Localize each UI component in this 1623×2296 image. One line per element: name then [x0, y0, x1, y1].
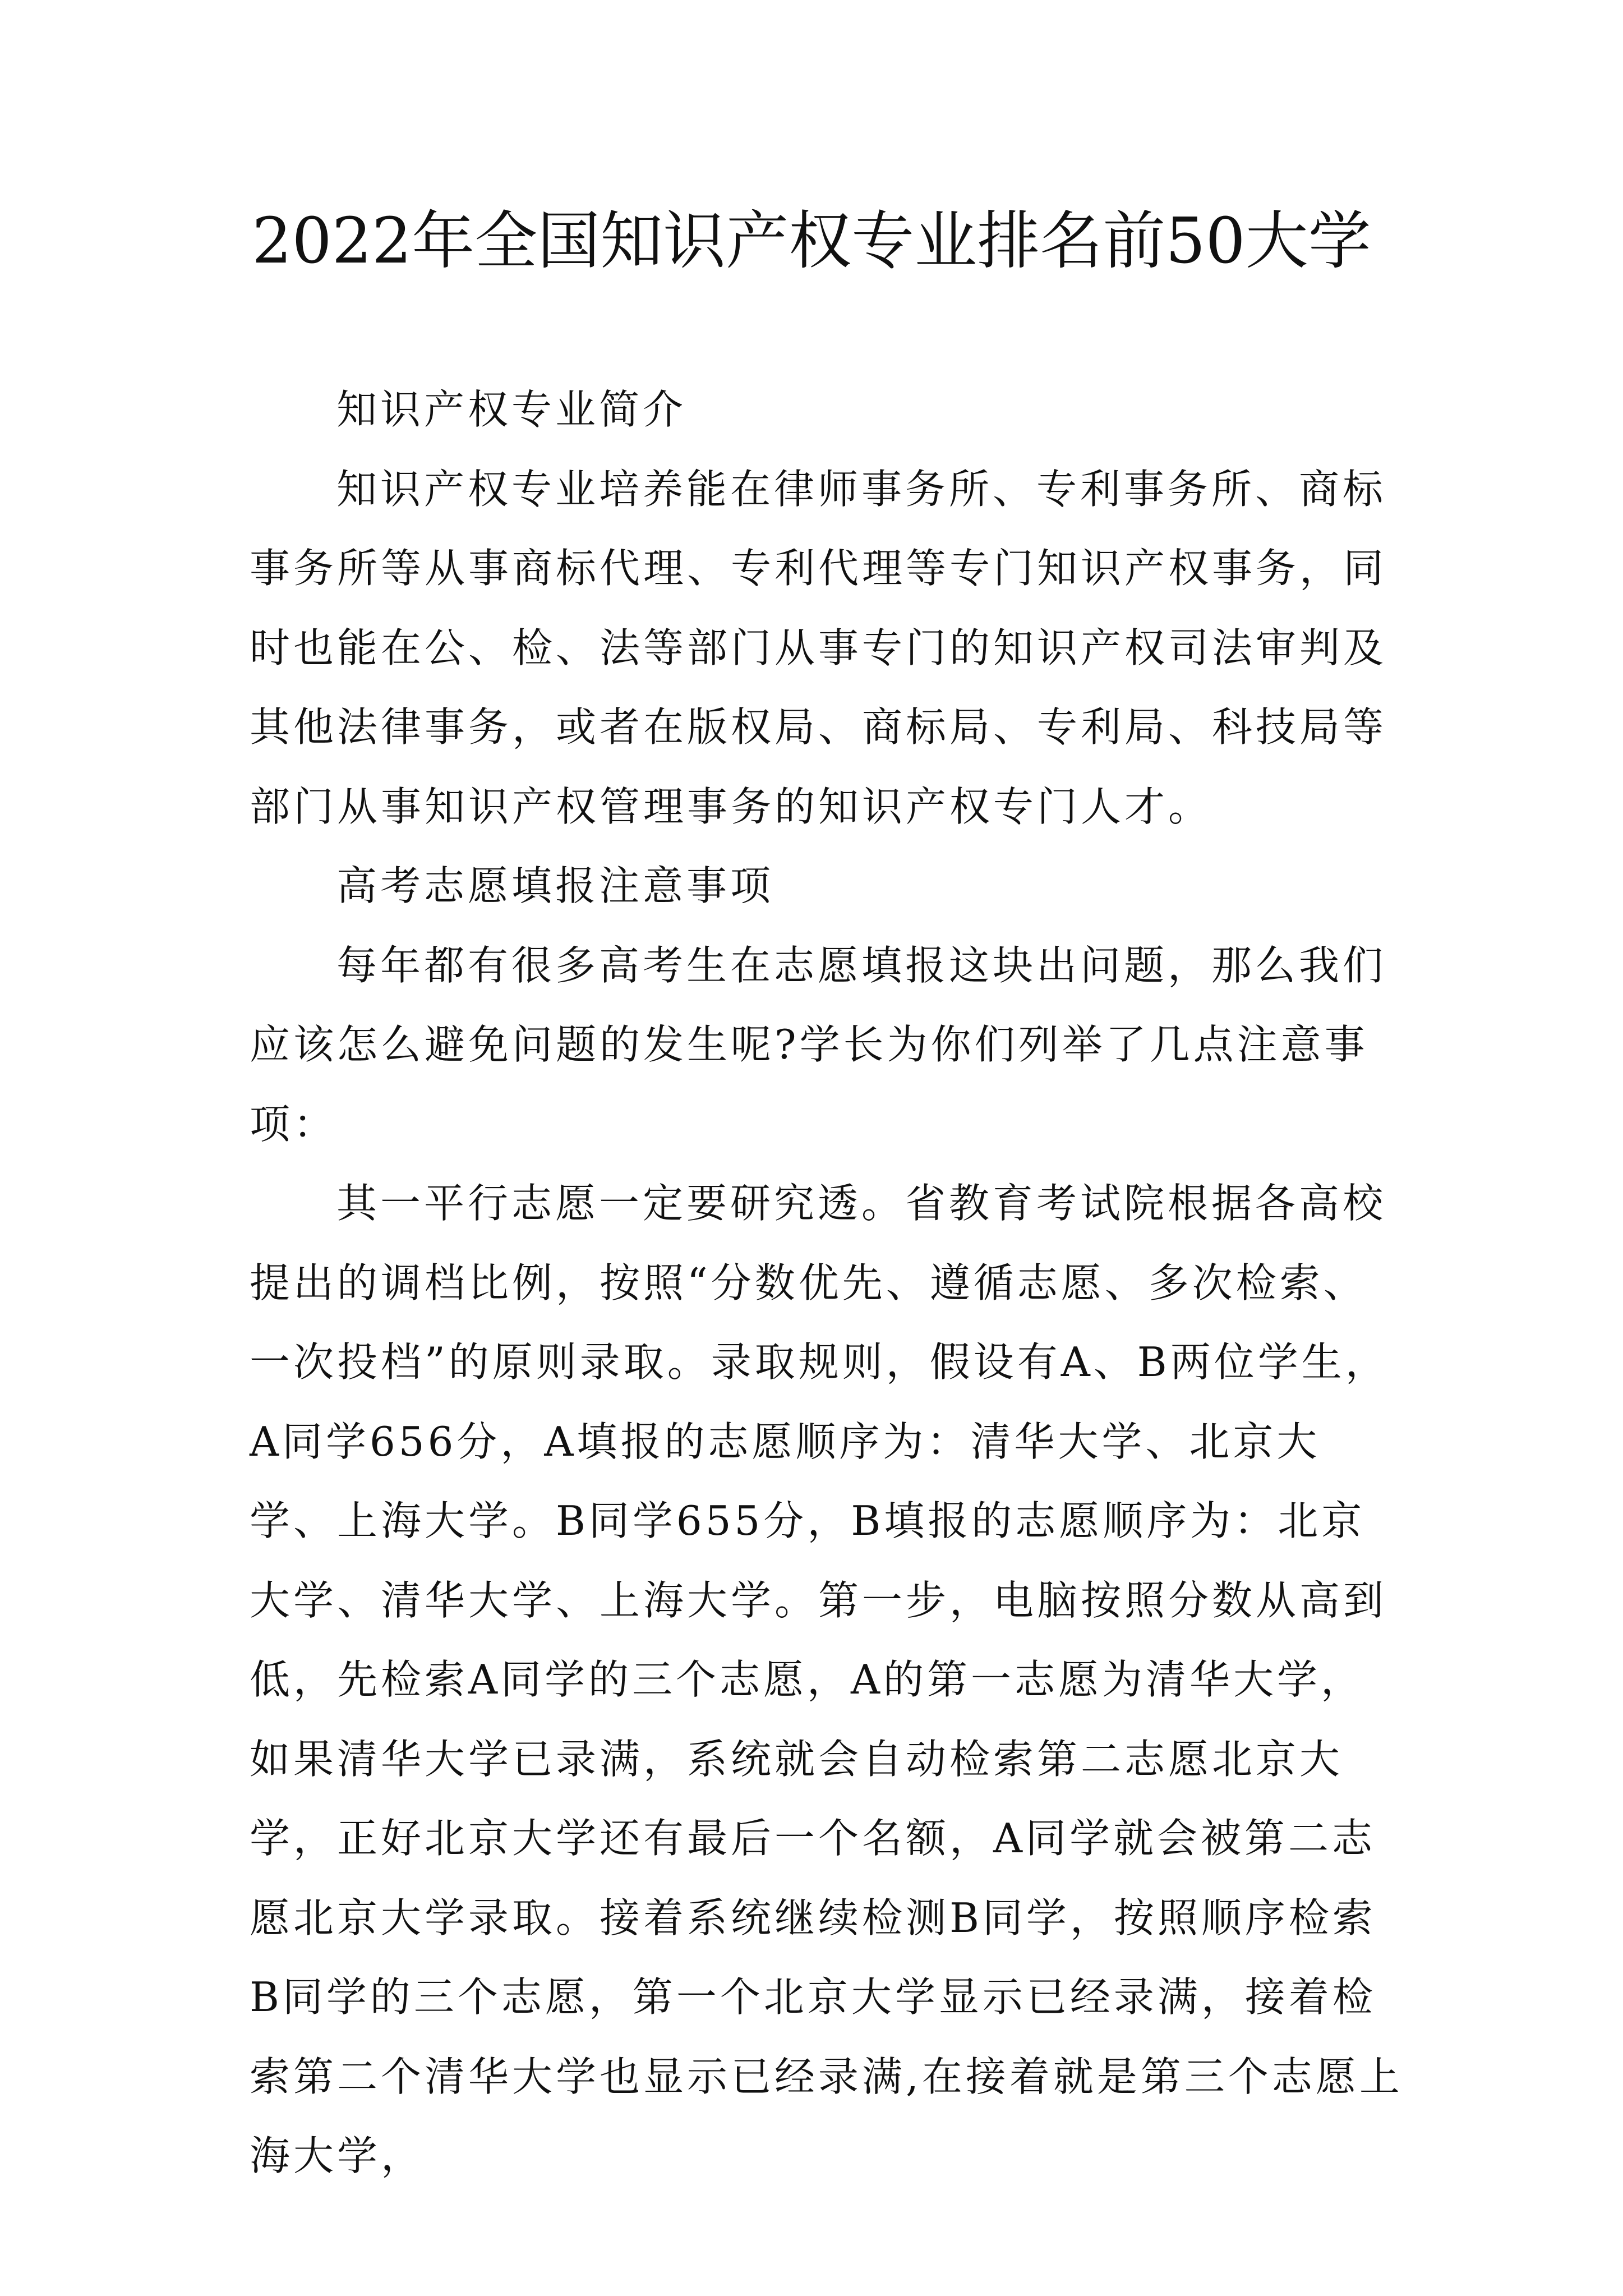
document-title: 2022年全国知识产权专业排名前50大学: [252, 205, 1371, 278]
document-body: [250, 370, 1405, 2196]
section-heading-application-notes: 高考志愿填报注意事项: [336, 862, 774, 909]
paragraph-major-description: 知识产权专业培养能在律师事务所、专利事务所、商标事务所等从事商标代理、专利代理等专门知识产权事务，同时也能在公、检、法等部门从事专门的知识产权司法审判及其他法律事务，或者在版权局、商标局、专利局、科技局等部门从事知识产权管理事务的知识产权专门人才。: [250, 465, 1387, 830]
section-heading-major-intro: 知识产权专业简介: [336, 386, 687, 433]
paragraph-application-intro: 每年都有很多高考生在志愿填报这块出问题，那么我们应该怎么避免问题的发生呢?学长为你们列举了几点注意事项：: [250, 941, 1387, 1148]
paragraph-parallel-volunteer-rule: 其一平行志愿一定要研究透。省教育考试院根据各高校提出的调档比例，按照“分数优先、遵循志愿、多次检索、一次投档”的原则录取。录取规则，假设有A、B两位学生，A同学656分，A填报的志愿顺序为：清华大学、北京大学、上海大学。B同学655分，B填报的志愿顺序为：北京大学、清华大学、上海大学。第一步，电脑按照分数从高到低，先检索A同学的三个志愿，A的第一志愿为清华大学，如果清华大学已录满，系统就会自动检索第二志愿北京大学，正好北京大学还有最后一个名额，A同学就会被第二志愿北京大学录取。接着系统继续检测B同学，按照顺序检索B同学的三个志愿，第一个北京大学显示已经录满，接着检索第二个清华大学也显示已经录满,在接着就是第三个志愿上海大学，: [250, 1180, 1403, 2179]
